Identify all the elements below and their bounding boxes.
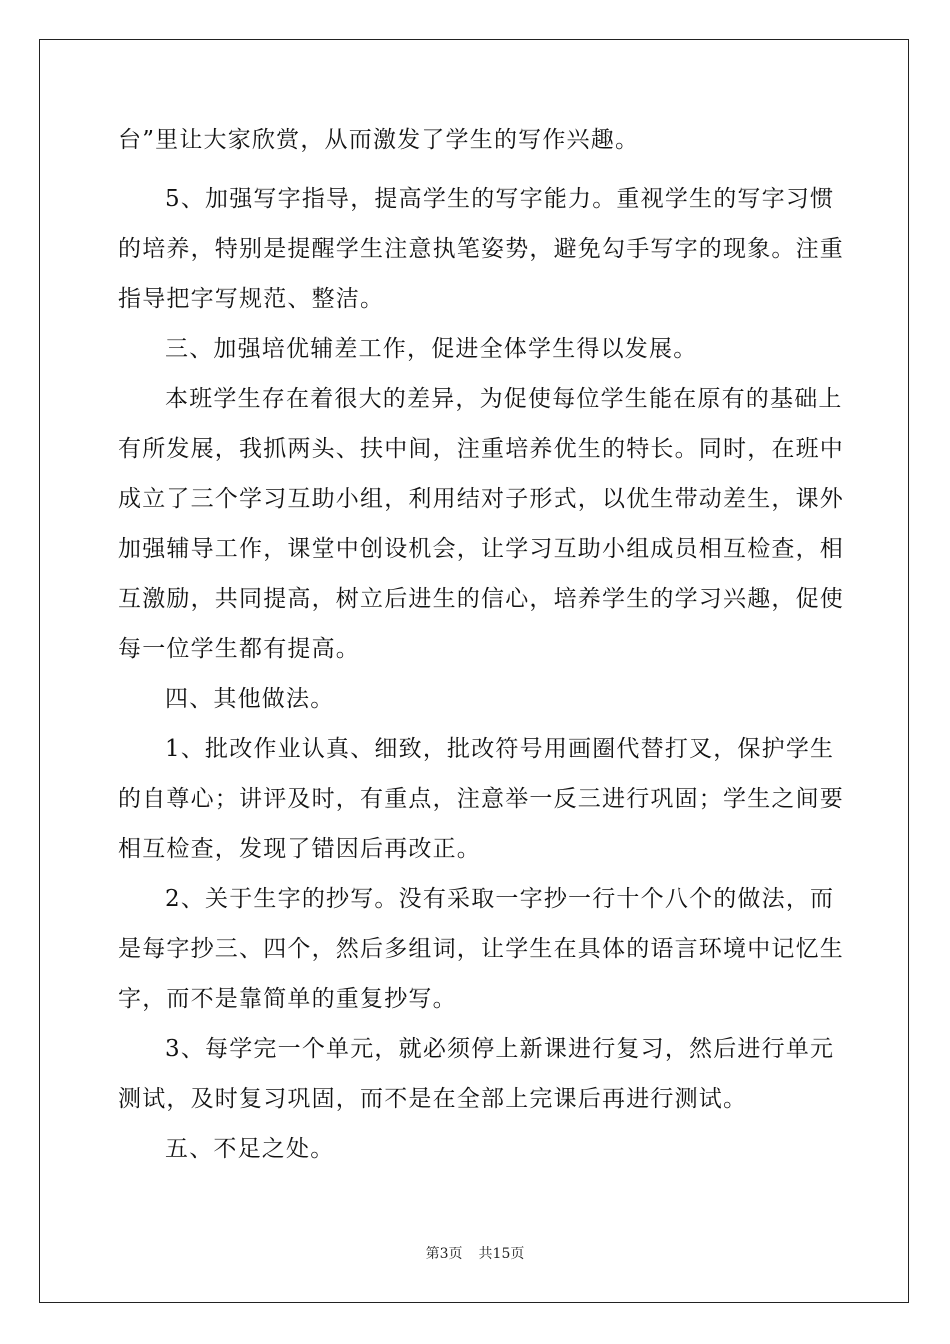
text-line: 每一位学生都有提高。: [118, 636, 360, 662]
text-line: 3、每学完一个单元，就必须停上新课进行复习，然后进行单元: [165, 1036, 835, 1062]
text-line: 互激励，共同提高，树立后进生的信心，培养学生的学习兴趣，促使: [118, 586, 844, 612]
section-heading: 五、不足之处。: [165, 1136, 335, 1162]
text-line: 的自尊心；讲评及时，有重点，注意举一反三进行巩固；学生之间要: [118, 786, 844, 812]
text-line: 的培养，特别是提醒学生注意执笔姿势，避免勾手写字的现象。注重: [118, 236, 844, 262]
text-line: 5、加强写字指导，提高学生的写字能力。重视学生的写字习惯: [165, 186, 835, 212]
text-line: 2、关于生字的抄写。没有采取一字抄一行十个八个的做法，而: [165, 886, 835, 912]
text-line: 有所发展，我抓两头、扶中间，注重培养优生的特长。同时，在班中: [118, 436, 844, 462]
text-line: 相互检查，发现了错因后再改正。: [118, 836, 481, 862]
text-line: 本班学生存在着很大的差异，为促使每位学生能在原有的基础上: [165, 386, 843, 412]
text-line: 台”里让大家欣赏，从而激发了学生的写作兴趣。: [118, 127, 640, 153]
section-heading: 四、其他做法。: [165, 686, 335, 712]
text-line: 是每字抄三、四个，然后多组词，让学生在具体的语言环境中记忆生: [118, 936, 844, 962]
page-number: 第3页: [425, 1246, 463, 1262]
text-line: 成立了三个学习互助小组，利用结对子形式，以优生带动差生，课外: [118, 486, 844, 512]
text-line: 1、批改作业认真、细致，批改符号用画圈代替打叉，保护学生: [165, 736, 835, 762]
text-line: 指导把字写规范、整洁。: [118, 286, 385, 312]
text-line: 加强辅导工作，课堂中创设机会，让学习互助小组成员相互检查，相: [118, 536, 844, 562]
page-total: 共15页: [478, 1246, 525, 1262]
section-heading: 三、加强培优辅差工作，促进全体学生得以发展。: [165, 336, 698, 362]
text-line: 测试，及时复习巩固，而不是在全部上完课后再进行测试。: [118, 1086, 748, 1112]
text-line: 字，而不是靠简单的重复抄写。: [118, 986, 457, 1012]
page-footer: [0, 1243, 950, 1263]
